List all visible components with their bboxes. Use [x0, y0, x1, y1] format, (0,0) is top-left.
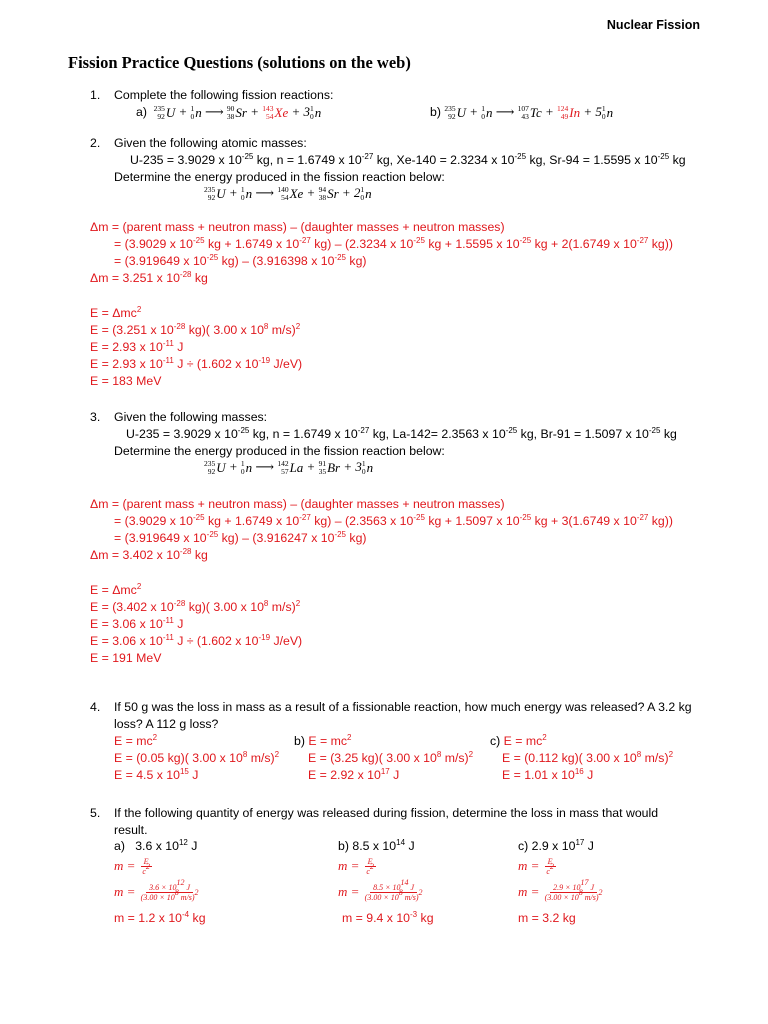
formula-lhs: m = [114, 883, 136, 899]
solution-line: E = 3.06 x $10^{-11}$ J ÷ (1.602 x $10^{-19}$ J/eV) [90, 633, 303, 648]
question-5 [90, 806, 710, 821]
solution-line: = (3.919649 x $10^{-25}$ kg) – (3.916398 x $10^{-25}$ kg) [114, 253, 367, 268]
part-label: b) [294, 734, 305, 748]
formula-denominator: $c^2$ [142, 862, 150, 876]
question-1 [90, 88, 710, 103]
instruction: Determine the energy produced in the fission reaction below: [114, 170, 445, 184]
formula-numerator: E [141, 857, 152, 867]
part-label: a) [136, 105, 147, 119]
solution-line: Δm = (parent mass + neutron mass) – (daughter masses + neutron masses) [90, 497, 505, 511]
part-label: b) [430, 105, 441, 119]
question-prompt: Complete the following fission reactions: [114, 88, 334, 102]
answer-line [294, 734, 351, 749]
mass-formula [338, 857, 378, 877]
solution-line: = (3.9029 x $10^{-25}$ kg + 1.6749 x $10^{-27}$ kg) – (2.3234 x $10^{-25}$ kg + 1.5595 x $10^{-25}$ kg + 2(1.6749 x $10^{-27}$ kg)) [114, 236, 673, 251]
nuclear-equation: 235 92 U + 1 0 n ⟶ 107 43 Tc + 124 49 In + 5 1 0 n [444, 104, 614, 122]
running-header: Nuclear Fission [606, 18, 700, 32]
formula-denominator: $c^2$ [546, 862, 554, 876]
instruction: Determine the energy produced in the fission reaction below: [114, 444, 445, 458]
page-title: Fission Practice Questions (solutions on the web) [68, 53, 411, 72]
question-number: 3. [90, 410, 101, 424]
formula-denominator: ($3.00 \times 10^8$ m/s)$^2$ [140, 888, 199, 902]
nuclear-equation: 235 92 U + 1 0 n ⟶ 140 54 Xe + 94 38 Sr + 2 1 0 n [204, 185, 372, 203]
question-number: 2. [90, 136, 101, 150]
question-number: 1. [90, 88, 101, 102]
question-prompt-cont: result. [114, 823, 148, 837]
answer-line: m = 3.2 kg [518, 911, 576, 925]
formula-denominator: ($3.00 \times 10^8$ m/s)$^2$ [364, 888, 423, 902]
answer-line: E = (0.05 kg)( 3.00 x $10^8$ m/s)$^2$ [114, 750, 280, 765]
question-prompt: If the following quantity of energy was released during fission, determine the loss in mass that would [114, 806, 659, 820]
solution-line: E = 183 MeV [90, 374, 162, 388]
given-energy [114, 839, 197, 854]
question-prompt: Given the following atomic masses: [114, 136, 307, 150]
nuclear-equation: 235 92 U + 1 0 n ⟶ 90 38 Sr + 143 54 Xe + 3 1 0 n [153, 104, 322, 122]
question-prompt: Given the following masses: [114, 410, 268, 424]
formula-lhs: m = [114, 857, 136, 873]
reaction-1b [430, 104, 613, 121]
answer-line [490, 734, 547, 749]
mass-substitution [114, 878, 201, 903]
formula-denominator: $c^2$ [366, 862, 374, 876]
solution-line: E = (3.251 x $10^{-28}$ kg)( 3.00 x $10^8$ m/s)$^2$ [90, 322, 301, 337]
mass-substitution [338, 878, 425, 903]
question-prompt: If 50 g was the loss in mass as a result of a fissionable reaction, how much energy was released? A 3.2 kg [114, 700, 692, 714]
formula-numerator: E [365, 857, 376, 867]
given-energy [518, 839, 594, 854]
formula-numerator: $8.5 \times 10^{14}$ J [370, 883, 417, 893]
solution-line: E = 2.93 x $10^{-11}$ J ÷ (1.602 x $10^{-19}$ J/eV) [90, 356, 303, 371]
solution-line: Δm = (parent mass + neutron mass) – (daughter masses + neutron masses) [90, 220, 505, 234]
question-4 [90, 700, 710, 715]
question-2 [90, 136, 710, 151]
given-energy [338, 839, 415, 854]
formula-lhs: m = [518, 857, 540, 873]
nuclear-equation: 235 92 U + 1 0 n ⟶ 142 57 La + 91 35 Br + 3 1 0 n [204, 459, 374, 477]
formula-lhs: m = [518, 883, 540, 899]
answer-line: m = 1.2 x $10^{-4}$ kg [114, 910, 206, 925]
question-number: 4. [90, 700, 101, 714]
question-number: 5. [90, 806, 101, 820]
part-label: a) [114, 839, 125, 853]
question-prompt-cont: loss? A 112 g loss? [114, 717, 219, 731]
solution-line: E = Δmc$^2$ [90, 305, 142, 320]
formula-lhs: m = [338, 883, 360, 899]
part-label: b) [338, 839, 349, 853]
solution-line: = (3.919649 x $10^{-25}$ kg) – (3.916247 x $10^{-25}$ kg) [114, 530, 367, 545]
question-3 [90, 410, 710, 425]
answer-text: $E = mc^2$ [308, 733, 352, 748]
solution-line: Δm = 3.402 x $10^{-28}$ kg [90, 547, 208, 562]
energy-value: 8.5 x $10^{14}$ J [352, 838, 415, 853]
reaction-1a [136, 104, 321, 121]
solution-line: E = Δmc$^2$ [90, 582, 142, 597]
formula-numerator: $2.9 \times 10^{17}$ J [550, 883, 597, 893]
part-label: c) [490, 734, 501, 748]
answer-line: E = 1.01 x $10^{16}$ J [502, 767, 594, 782]
part-label: c) [518, 839, 529, 853]
mass-substitution [518, 878, 605, 903]
mass-formula [114, 857, 154, 877]
solution-line: E = 191 MeV [90, 651, 162, 665]
energy-value: 3.6 x $10^{12}$ J [135, 838, 198, 853]
energy-value: 2.9 x $10^{17}$ J [531, 838, 594, 853]
answer-text: $E = mc^2$ [503, 733, 547, 748]
answer-line: E = 2.92 x $10^{17}$ J [308, 767, 400, 782]
formula-denominator: ($3.00 \times 10^8$ m/s)$^2$ [544, 888, 603, 902]
mass-formula [518, 857, 558, 877]
solution-line: E = (3.402 x $10^{-28}$ kg)( 3.00 x $10^8$ m/s)$^2$ [90, 599, 301, 614]
solution-line: E = 3.06 x $10^{-11}$ J [90, 616, 184, 631]
formula-lhs: m = [338, 857, 360, 873]
answer-line: E = 4.5 x $10^{15}$ J [114, 767, 199, 782]
formula-numerator: E [545, 857, 556, 867]
solution-line: = (3.9029 x $10^{-25}$ kg + 1.6749 x $10^{-27}$ kg) – (2.3563 x $10^{-25}$ kg + 1.5097 x $10^{-25}$ kg + 3(1.6749 x $10^{-27}$ kg)) [114, 513, 673, 528]
solution-line: E = 2.93 x $10^{-11}$ J [90, 339, 184, 354]
answer-line: $E = mc^2$ [114, 733, 158, 748]
answer-line: E = (3.25 kg)( 3.00 x $10^8$ m/s)$^2$ [308, 750, 474, 765]
solution-line: Δm = 3.251 x $10^{-28}$ kg [90, 270, 208, 285]
answer-line: m = 9.4 x $10^{-3}$ kg [342, 910, 434, 925]
formula-numerator: $3.6 \times 10^{12}$ J [146, 883, 193, 893]
given-masses: U-235 = 3.9029 x $10^{-25}$ kg, n = 1.6749 x $10^{-27}$ kg, Xe-140 = 2.3234 x $10^{-25}$ kg, Sr-94 = 1.5595 x $10^{-25}$ kg [130, 152, 686, 167]
answer-line: E = (0.112 kg)( 3.00 x $10^8$ m/s)$^2$ [502, 750, 674, 765]
given-masses: U-235 = 3.9029 x $10^{-25}$ kg, n = 1.6749 x $10^{-27}$ kg, La-142= 2.3563 x $10^{-25}$ kg, Br-91 = 1.5097 x $10^{-25}$ kg [126, 426, 677, 441]
